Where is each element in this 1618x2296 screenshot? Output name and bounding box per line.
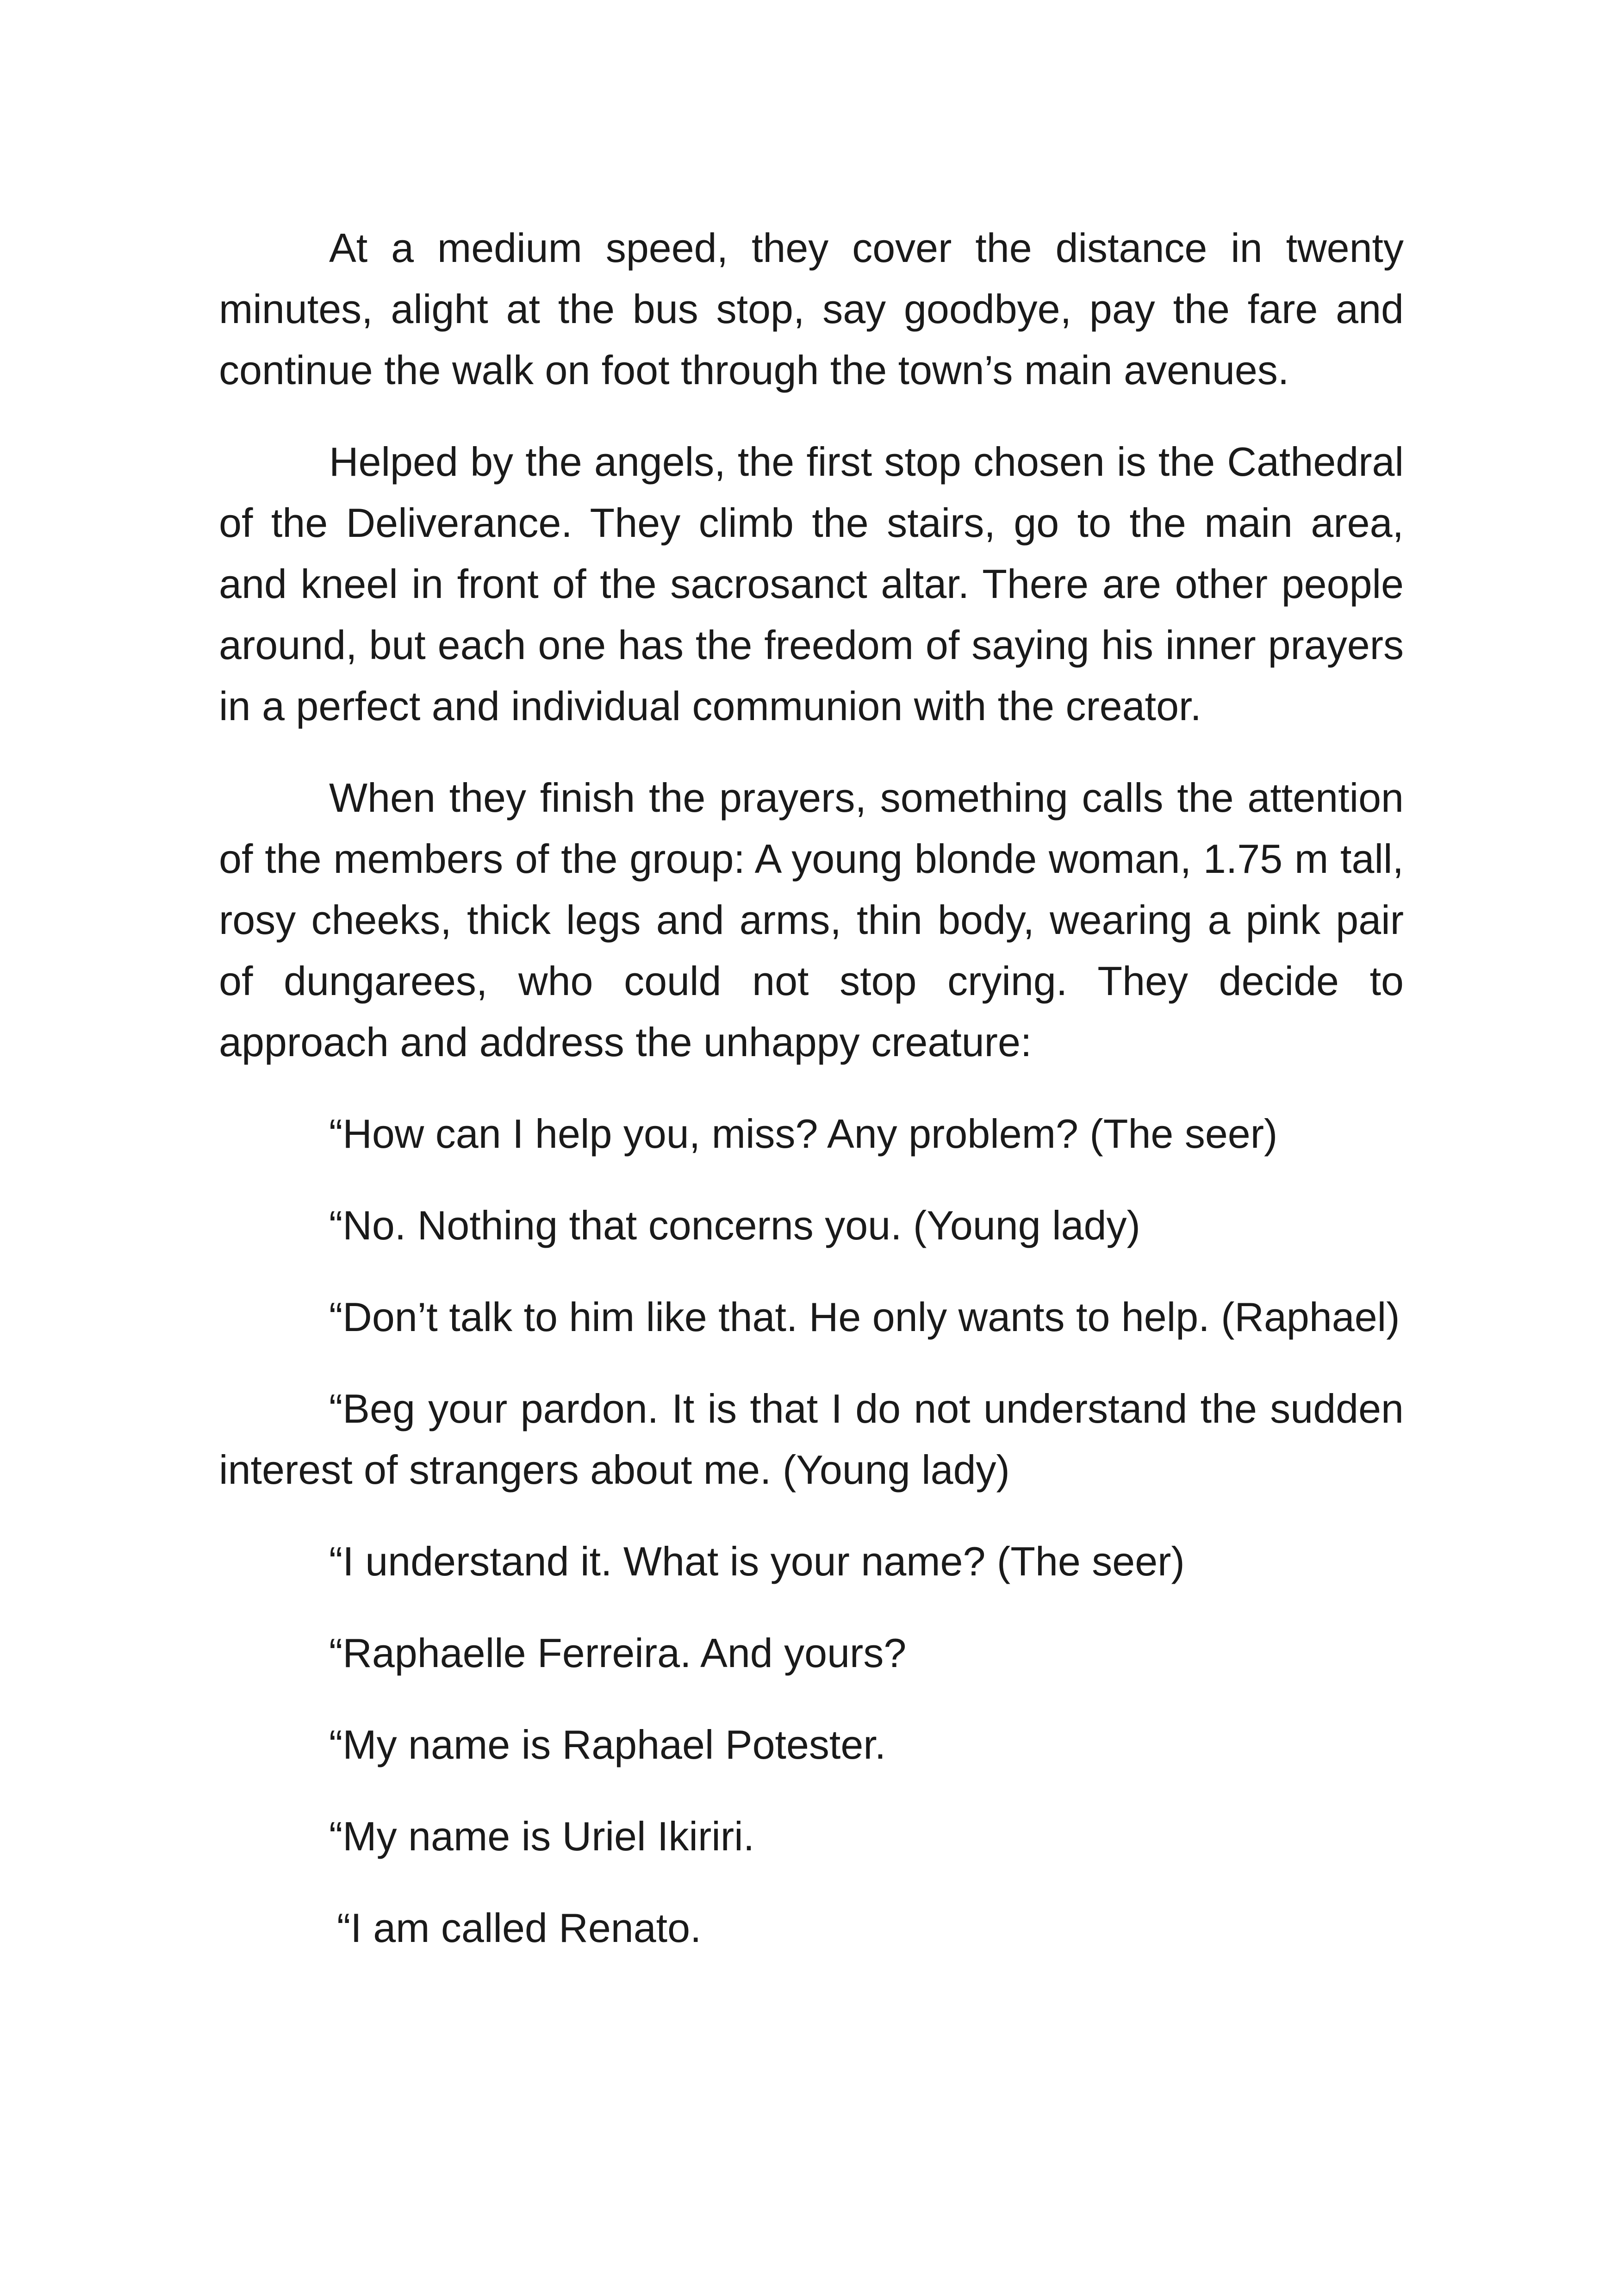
- dialogue-line-3: “Don’t talk to him like that. He only wants to help. (Raphael): [329, 1294, 1400, 1340]
- paragraph-2: Helped by the angels, the first stop chosen is the Cathedral of the Deliverance. They climb the stairs, go to the main area, and kneel in front of the sacrosanct altar. There are other people around, but each one has the freedom of saying his inner prayers in a perfect and individual communion with the creator.: [219, 439, 1404, 729]
- dialogue-line-5: “I understand it. What is your name? (The seer): [329, 1538, 1185, 1584]
- dialogue-line-9: “I am called Renato.: [337, 1905, 702, 1951]
- dialogue-line-2: “No. Nothing that concerns you. (Young lady): [329, 1202, 1140, 1248]
- dialogue-line-7: “My name is Raphael Potester.: [329, 1722, 886, 1767]
- dialogue-line-6: “Raphaelle Ferreira. And yours?: [329, 1630, 907, 1676]
- paragraph-1: At a medium speed, they cover the distance in twenty minutes, alight at the bus stop, say goodbye, pay the fare and continue the walk on foot through the town’s main avenues.: [219, 225, 1404, 393]
- dialogue-line-8: “My name is Uriel Ikiriri.: [329, 1813, 755, 1859]
- dialogue-line-1: “How can I help you, miss? Any problem? (The seer): [329, 1111, 1278, 1157]
- paragraph-3: When they finish the prayers, something calls the attention of the members of the group: A young blonde woman, 1.75 m tall, rosy cheeks, thick legs and arms, thin body, wearing a pink pair of dungarees, who could not stop crying. They decide to approach and address the unhappy creature:: [219, 775, 1404, 1065]
- dialogue-line-4: “Beg your pardon. It is that I do not understand the sudden interest of strangers about me. (Young lady): [219, 1386, 1404, 1493]
- body-text: [219, 218, 1404, 1989]
